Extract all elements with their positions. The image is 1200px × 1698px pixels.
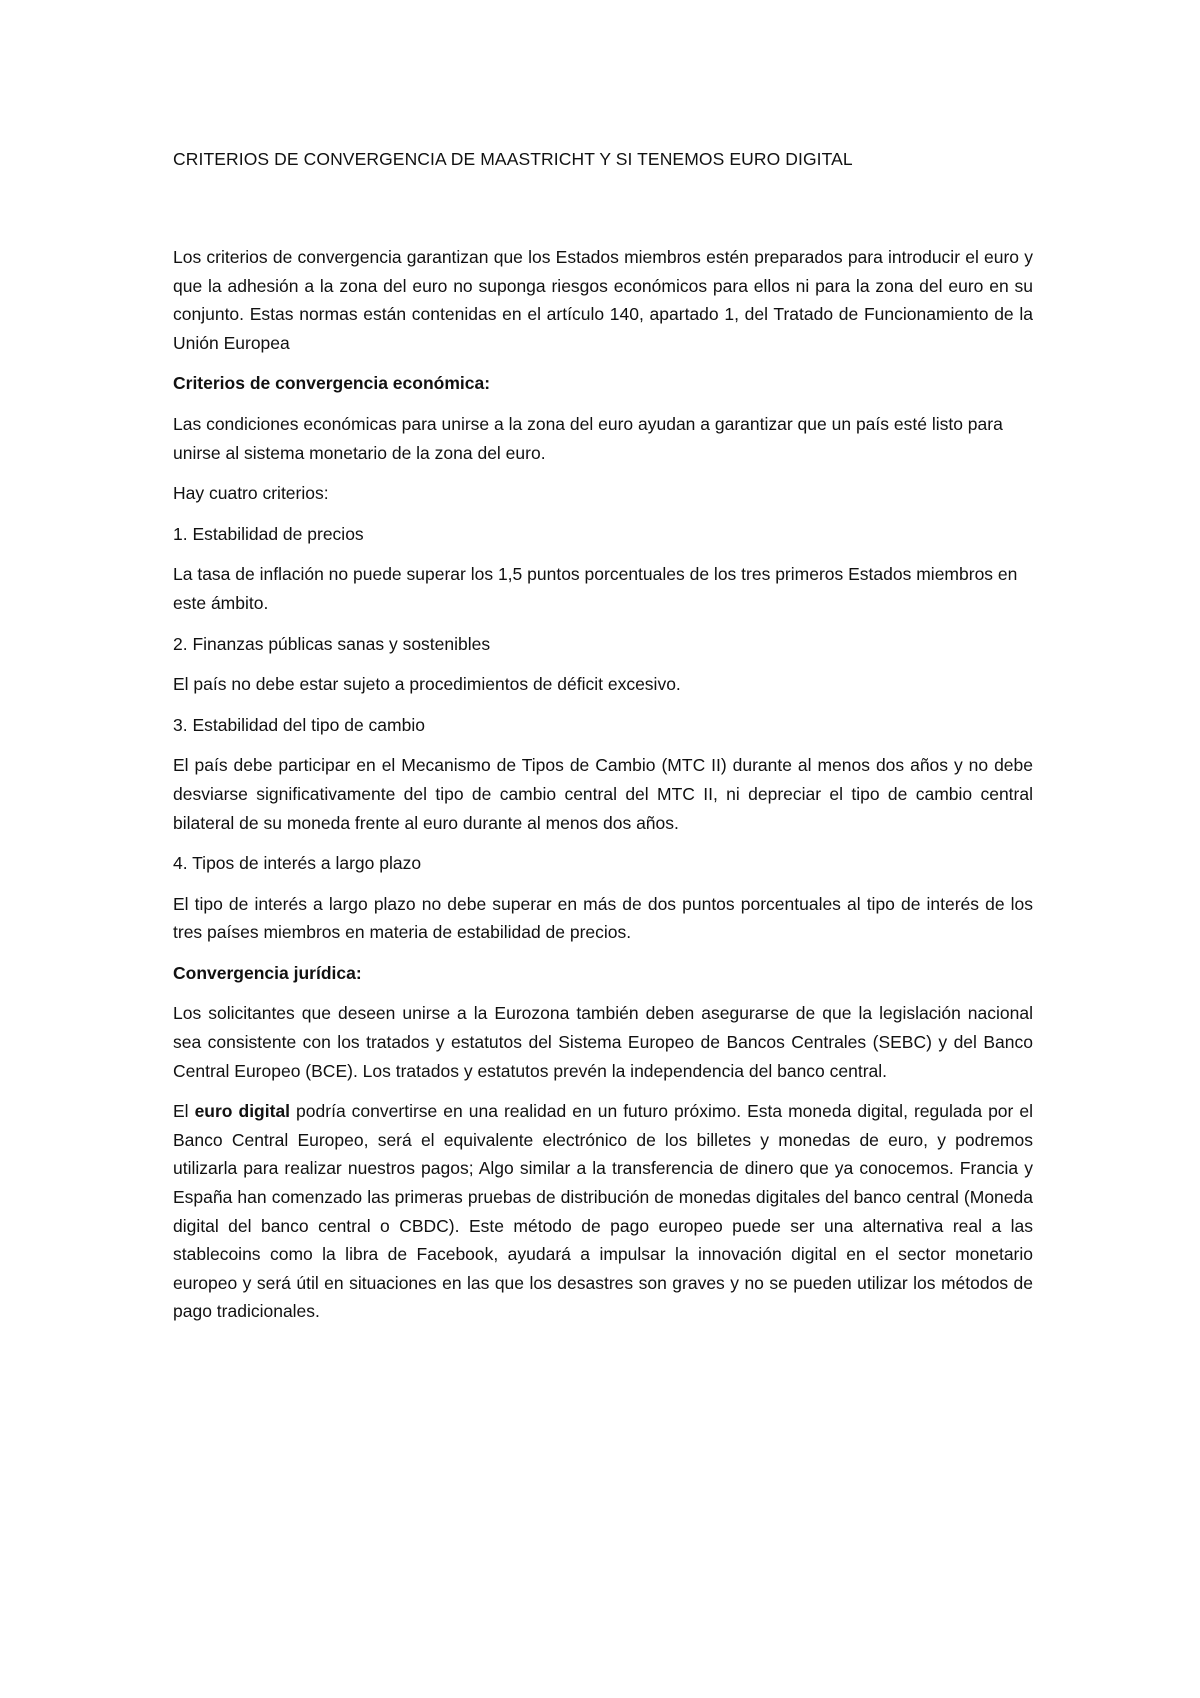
- criterion-3-text: El país debe participar en el Mecanismo de Tipos de Cambio (MTC II) durante al menos dos años y no debe desviarse significativamente del tipo de cambio central del MTC II, ni depreciar el tipo de cambio central bilateral de su moneda frente al euro durante al menos dos años.: [173, 755, 1033, 833]
- criterion-2-title: 2. Finanzas públicas sanas y sostenibles: [173, 633, 491, 654]
- economic-criteria-heading: Criterios de convergencia económica:: [173, 373, 491, 394]
- intro-paragraph: Los criterios de convergencia garantizan que los Estados miembros estén preparados para introducir el euro y que la adhesión a la zona del euro no suponga riesgos económicos para ellos ni para la zona del euro en su conjunto. Estas normas están contenidas en el artículo 140, apartado 1, del Tratado de Funcionamiento de la Unión Europea: [173, 247, 1033, 353]
- digital-euro-text: podría convertirse en una realidad en un futuro próximo. Esta moneda digital, regulada por el Banco Central Europeo, será el equivalente electrónico de los billetes y monedas de euro, y podremos utilizarla para realizar nuestros pagos; Algo similar a la transferencia de dinero que ya conocemos. Francia y España han comenzado las primeras pruebas de distribución de monedas digitales del banco central (Moneda digital del banco central o CBDC). Este método de pago europeo puede ser una alternativa real a las stablecoins como la libra de Facebook, ayudará a impulsar la innovación digital en el sector monetario europeo y será útil en situaciones en las que los desastres son graves y no se pueden utilizar los métodos de pago tradicionales.: [173, 1101, 1033, 1322]
- document-page: [173, 145, 1033, 1326]
- criterion-4-text: El tipo de interés a largo plazo no debe superar en más de dos puntos porcentuales al tipo de interés de los tres países miembros en materia de estabilidad de precios.: [173, 893, 1033, 943]
- criterion-3-title: 3. Estabilidad del tipo de cambio: [173, 714, 425, 735]
- digital-euro-bold-term: euro digital: [194, 1101, 291, 1122]
- economic-criteria-text: Las condiciones económicas para unirse a la zona del euro ayudan a garantizar que un país esté listo para unirse al sistema monetario de la zona del euro.: [173, 413, 1003, 463]
- criterion-2-text: El país no debe estar sujeto a procedimientos de déficit excesivo.: [173, 674, 681, 695]
- legal-convergence-heading: Convergencia jurídica:: [173, 962, 362, 983]
- criterion-1-text: La tasa de inflación no puede superar los 1,5 puntos porcentuales de los tres primeros Estados miembros en este ámbito.: [173, 564, 1018, 613]
- criterion-4-title: 4. Tipos de interés a largo plazo: [173, 853, 422, 874]
- digital-euro-prefix: El: [173, 1101, 195, 1122]
- criteria-count-lead: Hay cuatro criterios:: [173, 483, 329, 504]
- digital-euro-paragraph: [173, 1097, 1033, 1326]
- document-title: CRITERIOS DE CONVERGENCIA DE MAASTRICHT Y SI TENEMOS EURO DIGITAL: [173, 149, 853, 169]
- criterion-1-title: 1. Estabilidad de precios: [173, 523, 364, 544]
- legal-convergence-text: Los solicitantes que deseen unirse a la Eurozona también deben asegurarse de que la legislación nacional sea consistente con los tratados y estatutos del Sistema Europeo de Bancos Centrales (SEBC) y del Banco Central Europeo (BCE). Los tratados y estatutos prevén la independencia del banco central.: [173, 1003, 1033, 1081]
